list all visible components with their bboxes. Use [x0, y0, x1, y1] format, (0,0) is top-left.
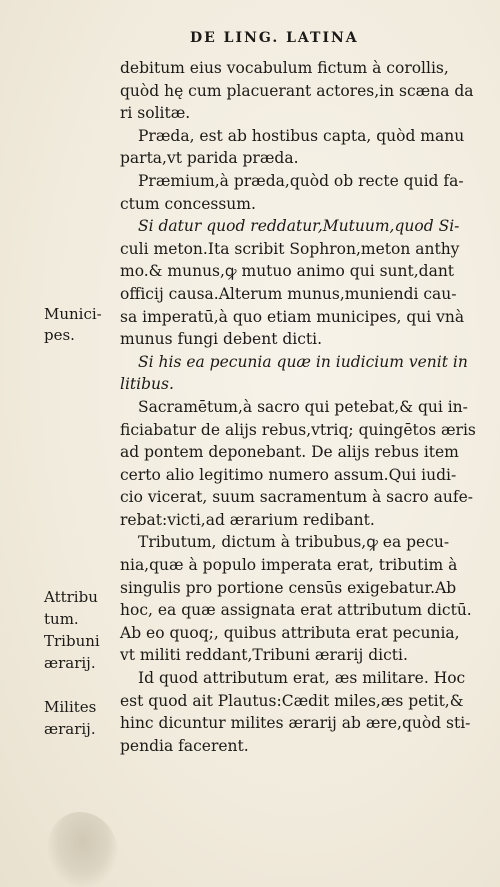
text-line: est quod ait Plautus:Cædit miles,æs petit,& [120, 691, 464, 710]
margin-note: ærarij. [44, 720, 96, 738]
margin-note: pes. [44, 326, 75, 344]
text-line: hinc dicuntur milites ærarij ab ære,quòd sti- [120, 714, 471, 733]
text-line: litibus. [120, 375, 174, 394]
text-line: debitum eius vocabulum fictum à corollis, [120, 59, 449, 77]
text-line: culi meton.Ita scribit Sophron,meton anthy [120, 239, 460, 258]
text-line: Si his ea pecunia quæ in iudicium venit in [138, 352, 468, 371]
main-text [120, 57, 490, 757]
text-line: certo alio legitimo numero assum.Qui iudi- [120, 465, 457, 484]
text-line: rebat:victi,ad ærarium redibant. [120, 510, 375, 529]
text-line: ri solitæ. [120, 104, 191, 123]
text-line: pendia facerent. [120, 736, 249, 755]
text-line: parta,vt parida præda. [120, 149, 299, 168]
text-line: singulis pro portione censūs exigebatur.Ab [120, 578, 457, 597]
text-line: Præmium,à præda,quòd ob recte quid fa- [138, 171, 464, 190]
text-line: nia,quæ à populo imperata erat, tributim à [120, 556, 458, 575]
margin-note: ærarij. [44, 654, 96, 672]
text-line: vt militi reddant,Tribuni ærarij dicti. [120, 646, 408, 665]
text-line: ad pontem deponebant. De alijs rebus item [120, 443, 459, 462]
paper-stain [48, 812, 118, 887]
text-line: quòd hę cum placuerant actores,in scæna da [120, 81, 474, 100]
text-line: Tributum, dictum à tribubus,ꝙ ea pecu- [138, 533, 450, 552]
text-line: cio vicerat, suum sacramentum à sacro aufe- [120, 488, 474, 507]
text-line: ficiabatur de alijs rebus,vtriq; quingētos æris [120, 420, 476, 439]
text-line: sa imperatū,à quo etiam municipes, qui vnà [120, 307, 465, 326]
margin-note: Tribuni [44, 632, 100, 650]
text-line: Ab eo quoq;, quibus attributa erat pecunia, [120, 623, 460, 642]
text-line: hoc, ea quæ assignata erat attributum dictū. [120, 601, 472, 620]
text-line: Præda, est ab hostibus capta, quòd manu [138, 126, 465, 145]
text-line: Id quod attributum erat, æs militare. Hoc [138, 669, 466, 688]
margin-note: Attribu [44, 588, 98, 606]
text-line: munus fungi debent dicti. [120, 330, 323, 349]
text-line: mo.& munus,ꝙ mutuo animo qui sunt,dant [120, 262, 455, 281]
text-line: officij causa.Alterum munus,muniendi cau- [120, 284, 457, 303]
text-line: Sacramētum,à sacro qui petebat,& qui in- [138, 397, 468, 416]
margin-note: Milites [44, 698, 97, 716]
margin-note: Munici- [44, 305, 102, 323]
running-head: DE LING. LATINA [190, 30, 359, 46]
text-line: Si datur quod reddatur,Mutuum,quod Si- [138, 217, 460, 236]
margin-note: tum. [44, 610, 79, 628]
text-line: ctum concessum. [120, 194, 256, 213]
